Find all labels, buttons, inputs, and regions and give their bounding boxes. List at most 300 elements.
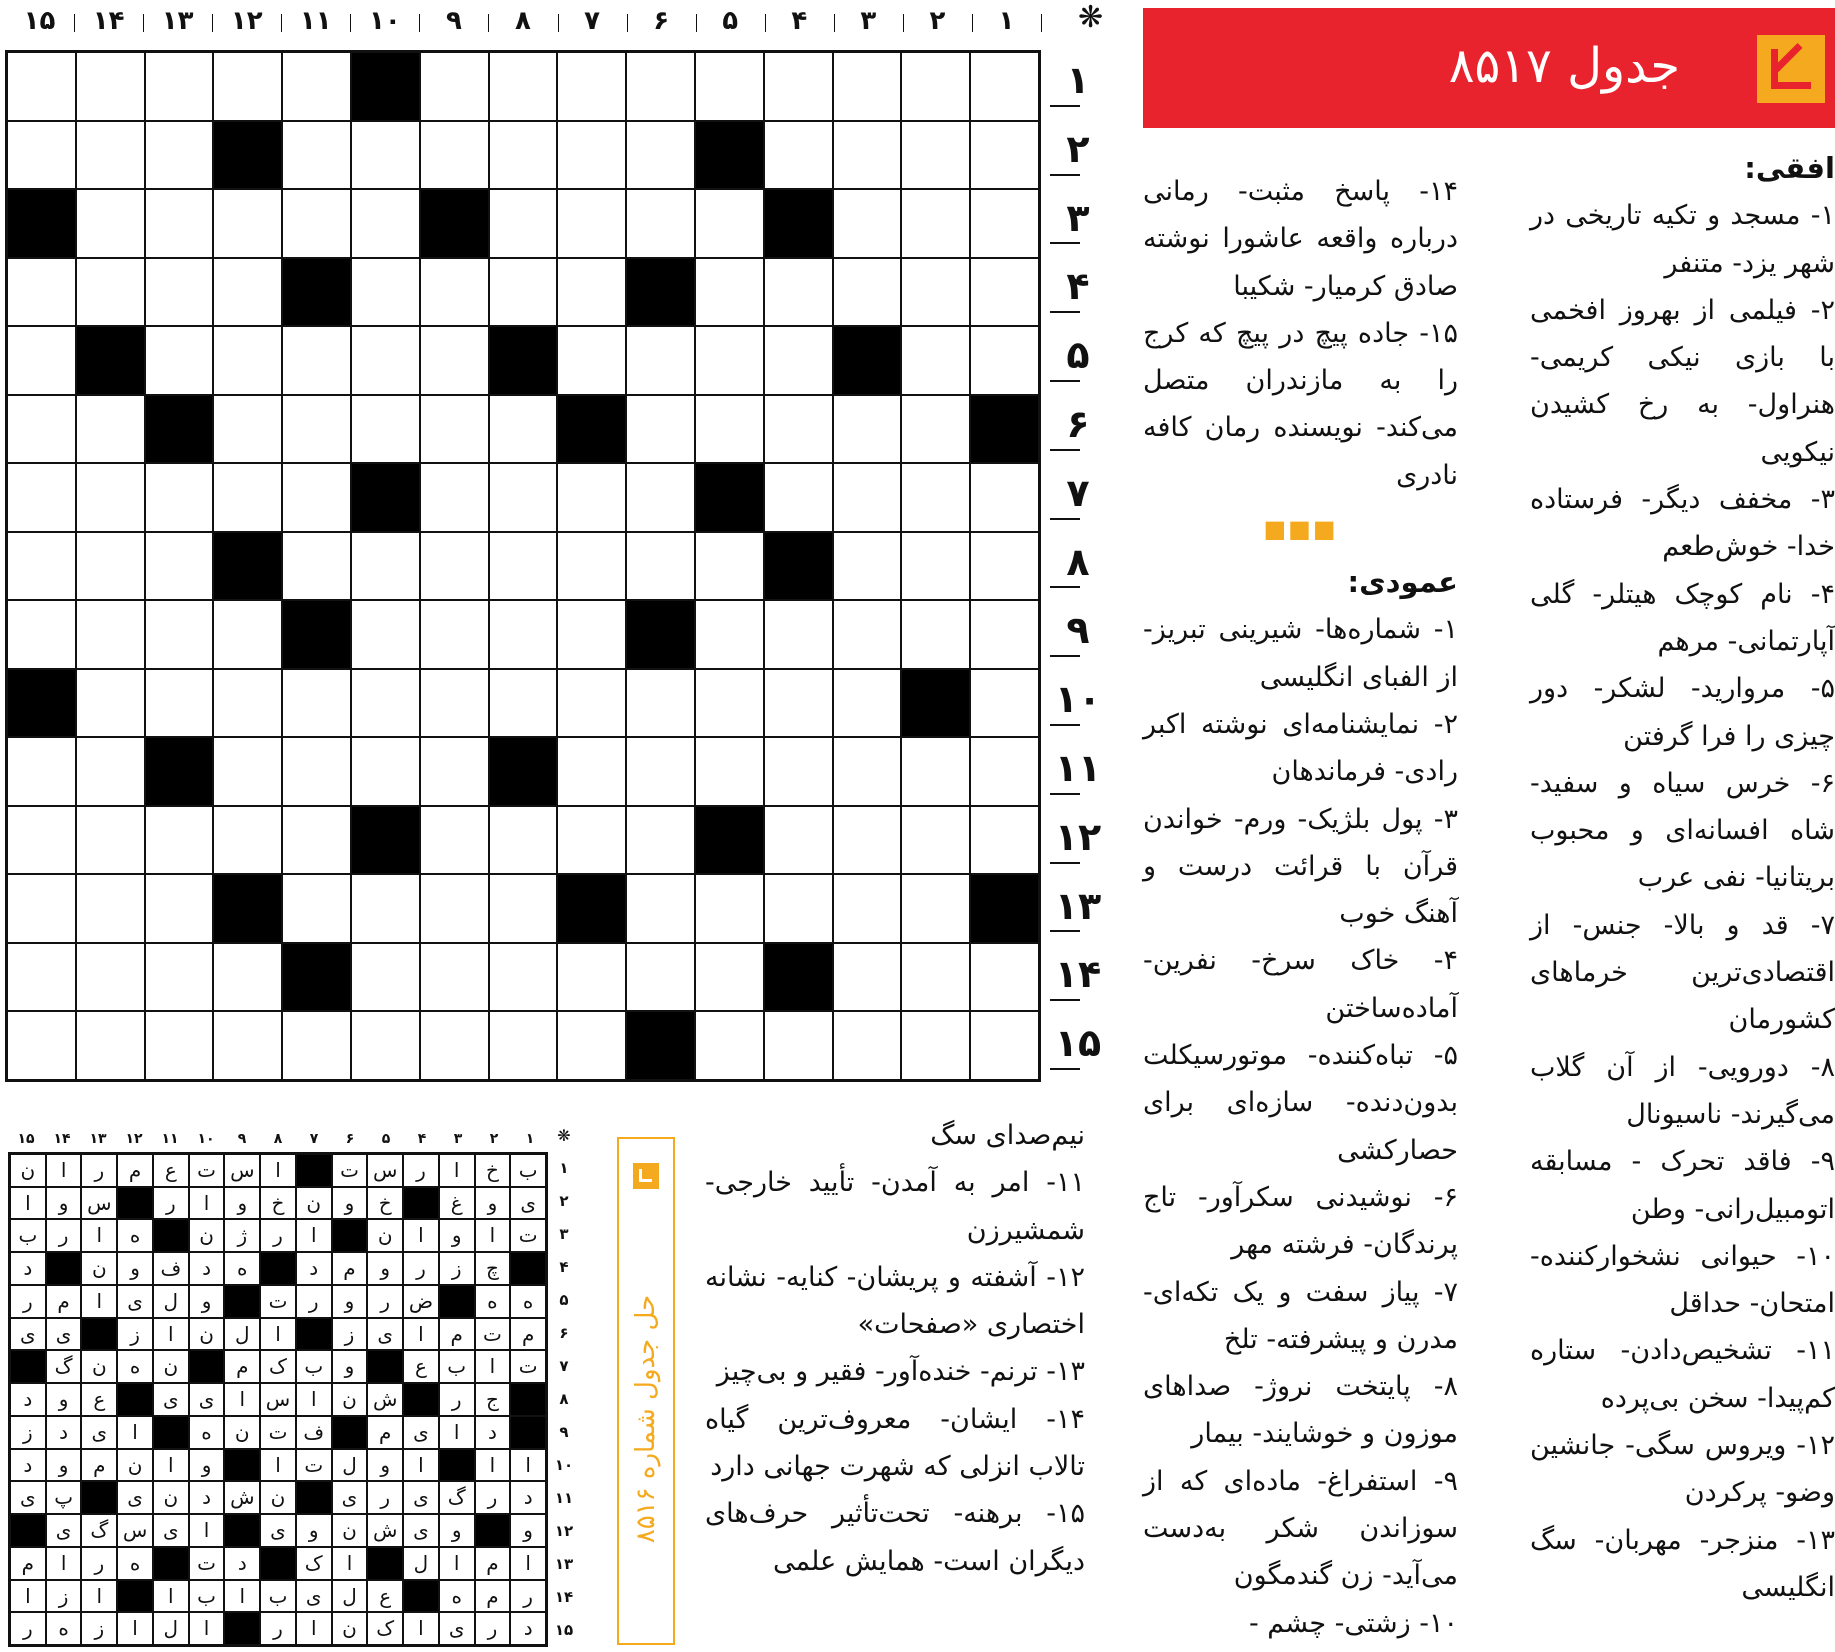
grid-cell[interactable] xyxy=(213,600,282,669)
grid-cell[interactable] xyxy=(213,395,282,464)
grid-cell[interactable] xyxy=(7,532,76,601)
grid-cell[interactable] xyxy=(557,806,626,875)
grid-cell[interactable] xyxy=(145,600,214,669)
solution-cell: ت xyxy=(260,1416,296,1449)
crossword-grid[interactable] xyxy=(5,50,1041,1082)
grid-cell[interactable] xyxy=(626,669,695,738)
solution-cell: ا xyxy=(81,1219,117,1252)
grid-cell[interactable] xyxy=(901,121,970,190)
grid-cell[interactable] xyxy=(213,463,282,532)
clues-column-1 xyxy=(1530,145,1835,1611)
grid-cell[interactable] xyxy=(351,258,420,327)
grid-cell[interactable] xyxy=(489,874,558,943)
grid-cell[interactable] xyxy=(764,395,833,464)
solution-cell: ل xyxy=(332,1580,368,1613)
grid-cell[interactable] xyxy=(557,532,626,601)
solution-corner-star: ❋ xyxy=(557,1126,571,1145)
grid-cell[interactable] xyxy=(970,326,1039,395)
grid-cell[interactable] xyxy=(7,52,76,121)
clues-column-2 xyxy=(1143,168,1458,1647)
solution-cell: ا xyxy=(439,1547,475,1580)
grid-cell[interactable] xyxy=(833,737,902,806)
solution-column-number: ۷ xyxy=(309,1131,319,1147)
solution-cell: ت xyxy=(189,1547,225,1580)
grid-cell[interactable] xyxy=(489,52,558,121)
clue-text: ۱۱- امر به آمدن- تأیید خارجی- شمشیرزن xyxy=(705,1167,1085,1246)
grid-cell[interactable] xyxy=(695,874,764,943)
grid-cell[interactable] xyxy=(145,463,214,532)
grid-cell[interactable] xyxy=(970,943,1039,1012)
clue-text: ۱۰- حیوانی نشخوارکننده- امتحان- حداقل xyxy=(1530,1240,1835,1320)
clue-text: ۱۳- منزجر- مهربان- سگ انگلیسی xyxy=(1530,1524,1835,1603)
solution-cell: م xyxy=(46,1285,82,1318)
clue-heading: عمودی: xyxy=(1347,565,1458,600)
grid-cell[interactable] xyxy=(626,121,695,190)
grid-cell[interactable] xyxy=(489,395,558,464)
solution-cell: و xyxy=(296,1514,332,1547)
puzzle-title: جدول ۸۵۱۷ xyxy=(1448,38,1680,94)
grid-cell[interactable] xyxy=(145,532,214,601)
grid-cell[interactable] xyxy=(901,52,970,121)
grid-cell[interactable] xyxy=(351,1011,420,1080)
row-number: ۶ xyxy=(1066,402,1090,446)
grid-cell[interactable] xyxy=(901,326,970,395)
solution-cell: ر xyxy=(475,1612,511,1645)
solution-cell: ر xyxy=(10,1285,46,1318)
grid-cell[interactable] xyxy=(626,189,695,258)
solution-cell: ر xyxy=(439,1383,475,1416)
column-number: ۲ xyxy=(929,6,946,36)
grid-cell[interactable] xyxy=(970,189,1039,258)
grid-cell[interactable] xyxy=(695,737,764,806)
solution-cell: ز xyxy=(117,1318,153,1351)
solution-cell: ر xyxy=(81,1154,117,1187)
grid-cell[interactable] xyxy=(76,600,145,669)
solution-cell: ن xyxy=(224,1416,260,1449)
solution-cell: ی xyxy=(117,1481,153,1514)
solution-row-number: ۴ xyxy=(559,1258,569,1276)
grid-cell[interactable] xyxy=(76,943,145,1012)
grid-cell[interactable] xyxy=(282,52,351,121)
grid-cell[interactable] xyxy=(420,532,489,601)
solution-tab xyxy=(617,1137,675,1645)
grid-cell[interactable] xyxy=(557,189,626,258)
grid-cell[interactable] xyxy=(7,463,76,532)
solution-cell: ا xyxy=(260,1318,296,1351)
grid-cell[interactable] xyxy=(282,806,351,875)
grid-cell[interactable] xyxy=(489,669,558,738)
grid-cell[interactable] xyxy=(213,737,282,806)
solution-cell: ا xyxy=(153,1449,189,1482)
grid-cell[interactable] xyxy=(351,395,420,464)
grid-cell[interactable] xyxy=(695,532,764,601)
grid-cell[interactable] xyxy=(7,1011,76,1080)
grid-cell[interactable] xyxy=(901,874,970,943)
solution-cell: ه xyxy=(117,1350,153,1383)
solution-column-number: ۱۰ xyxy=(197,1131,215,1147)
solution-cell: ا xyxy=(224,1580,260,1613)
grid-cell[interactable] xyxy=(833,532,902,601)
solution-cell: ی xyxy=(510,1187,546,1220)
black-cell xyxy=(764,189,833,258)
grid-cell[interactable] xyxy=(213,943,282,1012)
solution-black-cell xyxy=(81,1481,117,1514)
grid-cell[interactable] xyxy=(764,737,833,806)
grid-cell[interactable] xyxy=(489,463,558,532)
grid-cell[interactable] xyxy=(833,395,902,464)
solution-cell: و xyxy=(189,1449,225,1482)
grid-cell[interactable] xyxy=(351,326,420,395)
black-cell xyxy=(282,600,351,669)
grid-cell[interactable] xyxy=(970,669,1039,738)
row-number: ۱ xyxy=(1066,58,1090,102)
grid-cell[interactable] xyxy=(557,52,626,121)
grid-cell[interactable] xyxy=(764,1011,833,1080)
solution-cell: ا xyxy=(46,1547,82,1580)
black-cell xyxy=(145,737,214,806)
grid-cell[interactable] xyxy=(351,874,420,943)
grid-cell[interactable] xyxy=(420,737,489,806)
grid-cell[interactable] xyxy=(7,258,76,327)
grid-cell[interactable] xyxy=(764,121,833,190)
grid-cell[interactable] xyxy=(557,258,626,327)
solution-cell: ز xyxy=(46,1580,82,1613)
grid-cell[interactable] xyxy=(7,737,76,806)
solution-cell: ا xyxy=(510,1547,546,1580)
grid-cell[interactable] xyxy=(282,326,351,395)
grid-cell[interactable] xyxy=(695,395,764,464)
grid-cell[interactable] xyxy=(351,600,420,669)
grid-cell[interactable] xyxy=(7,874,76,943)
solution-cell: ا xyxy=(117,1416,153,1449)
grid-cell[interactable] xyxy=(626,874,695,943)
grid-cell[interactable] xyxy=(764,326,833,395)
grid-cell[interactable] xyxy=(695,189,764,258)
grid-cell[interactable] xyxy=(695,669,764,738)
solution-cell: ش xyxy=(224,1481,260,1514)
solution-cell: ی xyxy=(46,1318,82,1351)
grid-cell[interactable] xyxy=(833,121,902,190)
grid-cell[interactable] xyxy=(626,326,695,395)
grid-cell[interactable] xyxy=(145,121,214,190)
grid-cell[interactable] xyxy=(970,258,1039,327)
grid-cell[interactable] xyxy=(282,737,351,806)
solution-cell: ا xyxy=(260,1154,296,1187)
grid-cell[interactable] xyxy=(76,532,145,601)
grid-cell[interactable] xyxy=(213,189,282,258)
black-cell xyxy=(489,737,558,806)
grid-cell[interactable] xyxy=(626,52,695,121)
grid-cell[interactable] xyxy=(901,806,970,875)
grid-cell[interactable] xyxy=(7,326,76,395)
grid-cell[interactable] xyxy=(282,532,351,601)
grid-cell[interactable] xyxy=(420,1011,489,1080)
grid-cell[interactable] xyxy=(626,532,695,601)
solution-cell: ا xyxy=(475,1219,511,1252)
grid-cell[interactable] xyxy=(489,600,558,669)
grid-cell[interactable] xyxy=(901,463,970,532)
grid-cell[interactable] xyxy=(489,1011,558,1080)
solution-cell: ا xyxy=(153,1318,189,1351)
grid-cell[interactable] xyxy=(695,52,764,121)
grid-cell[interactable] xyxy=(76,806,145,875)
grid-cell[interactable] xyxy=(76,669,145,738)
grid-cell[interactable] xyxy=(489,532,558,601)
column-number: ۵ xyxy=(722,6,739,36)
row-number: ۱۱ xyxy=(1054,746,1102,790)
column-number: ۱۴ xyxy=(92,6,125,36)
grid-cell[interactable] xyxy=(626,943,695,1012)
grid-cell[interactable] xyxy=(557,669,626,738)
grid-cell[interactable] xyxy=(282,121,351,190)
grid-cell[interactable] xyxy=(970,737,1039,806)
grid-cell[interactable] xyxy=(970,463,1039,532)
solution-black-cell xyxy=(332,1416,368,1449)
grid-cell[interactable] xyxy=(7,943,76,1012)
grid-cell[interactable] xyxy=(695,600,764,669)
grid-cell[interactable] xyxy=(557,121,626,190)
grid-cell[interactable] xyxy=(764,806,833,875)
grid-cell[interactable] xyxy=(833,1011,902,1080)
grid-cell[interactable] xyxy=(901,737,970,806)
black-cell xyxy=(557,395,626,464)
grid-cell[interactable] xyxy=(282,463,351,532)
clues-column-3 xyxy=(705,1112,1085,1585)
grid-cell[interactable] xyxy=(833,52,902,121)
grid-cell[interactable] xyxy=(489,189,558,258)
grid-cell[interactable] xyxy=(213,326,282,395)
grid-cell[interactable] xyxy=(76,189,145,258)
grid-cell[interactable] xyxy=(489,258,558,327)
solution-row-number: ۸ xyxy=(559,1390,569,1408)
solution-column-number: ۱۳ xyxy=(89,1131,107,1147)
grid-cell[interactable] xyxy=(970,806,1039,875)
grid-cell[interactable] xyxy=(420,669,489,738)
grid-cell[interactable] xyxy=(213,258,282,327)
grid-cell[interactable] xyxy=(76,463,145,532)
grid-cell[interactable] xyxy=(145,189,214,258)
grid-cell[interactable] xyxy=(626,737,695,806)
grid-cell[interactable] xyxy=(626,806,695,875)
grid-cell[interactable] xyxy=(695,326,764,395)
solution-cell: ی xyxy=(403,1416,439,1449)
grid-cell[interactable] xyxy=(626,395,695,464)
grid-cell[interactable] xyxy=(282,395,351,464)
grid-cell[interactable] xyxy=(76,52,145,121)
black-cell xyxy=(557,874,626,943)
grid-cell[interactable] xyxy=(420,52,489,121)
grid-cell[interactable] xyxy=(351,669,420,738)
grid-cell[interactable] xyxy=(351,121,420,190)
solution-cell: م xyxy=(475,1580,511,1613)
grid-cell[interactable] xyxy=(970,121,1039,190)
grid-cell[interactable] xyxy=(420,600,489,669)
grid-cell[interactable] xyxy=(833,258,902,327)
grid-cell[interactable] xyxy=(557,326,626,395)
grid-cell[interactable] xyxy=(145,806,214,875)
grid-cell[interactable] xyxy=(213,669,282,738)
grid-cell[interactable] xyxy=(420,121,489,190)
grid-cell[interactable] xyxy=(764,669,833,738)
grid-cell[interactable] xyxy=(7,121,76,190)
solution-cell: ر xyxy=(403,1252,439,1285)
black-cell xyxy=(7,669,76,738)
clue-text: ۸- پایتخت نروژ- صداهای موزون و خوشایند- بیمار xyxy=(1143,1371,1458,1450)
grid-cell[interactable] xyxy=(282,189,351,258)
solution-cell: ی xyxy=(153,1514,189,1547)
solution-column-number: ۱ xyxy=(525,1131,535,1147)
solution-cell: خ xyxy=(367,1187,403,1220)
black-cell xyxy=(351,806,420,875)
grid-cell[interactable] xyxy=(970,532,1039,601)
solution-cell: ی xyxy=(332,1481,368,1514)
grid-cell[interactable] xyxy=(489,943,558,1012)
solution-grid xyxy=(8,1152,548,1647)
grid-cell[interactable] xyxy=(76,1011,145,1080)
solution-cell: م xyxy=(367,1416,403,1449)
grid-cell[interactable] xyxy=(970,600,1039,669)
solution-black-cell xyxy=(296,1318,332,1351)
black-cell xyxy=(76,326,145,395)
grid-cell[interactable] xyxy=(833,189,902,258)
grid-cell[interactable] xyxy=(282,669,351,738)
grid-cell[interactable] xyxy=(145,669,214,738)
black-cell xyxy=(489,326,558,395)
grid-cell[interactable] xyxy=(145,326,214,395)
corner-star: ❋ xyxy=(1078,0,1104,35)
grid-cell[interactable] xyxy=(489,806,558,875)
grid-cell[interactable] xyxy=(557,1011,626,1080)
grid-cell[interactable] xyxy=(764,258,833,327)
grid-cell[interactable] xyxy=(420,943,489,1012)
solution-cell: ر xyxy=(260,1612,296,1645)
grid-cell[interactable] xyxy=(351,189,420,258)
grid-cell[interactable] xyxy=(764,463,833,532)
grid-cell[interactable] xyxy=(901,395,970,464)
grid-cell[interactable] xyxy=(833,463,902,532)
grid-cell[interactable] xyxy=(351,737,420,806)
grid-cell[interactable] xyxy=(76,121,145,190)
clue-text: ۱- مسجد و تکیه تاریخی در شهر یزد- متنفر xyxy=(1530,200,1835,279)
grid-cell[interactable] xyxy=(489,121,558,190)
black-cell xyxy=(7,189,76,258)
grid-cell[interactable] xyxy=(420,874,489,943)
grid-cell[interactable] xyxy=(145,874,214,943)
grid-cell[interactable] xyxy=(351,943,420,1012)
solution-cell: ب xyxy=(10,1219,46,1252)
solution-black-cell xyxy=(475,1514,511,1547)
grid-cell[interactable] xyxy=(145,258,214,327)
grid-cell[interactable] xyxy=(420,463,489,532)
solution-cell: ن xyxy=(153,1350,189,1383)
clue-text: ۱۳- ترنم- خنده‌آور- فقیر و بی‌چیز xyxy=(716,1356,1085,1388)
grid-cell[interactable] xyxy=(557,600,626,669)
grid-cell[interactable] xyxy=(145,52,214,121)
solution-black-cell xyxy=(296,1481,332,1514)
solution-cell: ی xyxy=(260,1514,296,1547)
grid-cell[interactable] xyxy=(213,52,282,121)
grid-cell[interactable] xyxy=(695,943,764,1012)
grid-cell[interactable] xyxy=(695,258,764,327)
solution-column-number: ۳ xyxy=(453,1131,463,1147)
solution-cell: ی xyxy=(367,1318,403,1351)
grid-cell[interactable] xyxy=(351,532,420,601)
grid-cell[interactable] xyxy=(901,943,970,1012)
solution-black-cell xyxy=(367,1547,403,1580)
grid-cell[interactable] xyxy=(7,395,76,464)
grid-cell[interactable] xyxy=(901,532,970,601)
grid-cell[interactable] xyxy=(76,258,145,327)
grid-cell[interactable] xyxy=(833,874,902,943)
solution-cell: و xyxy=(46,1187,82,1220)
grid-cell[interactable] xyxy=(7,600,76,669)
grid-cell[interactable] xyxy=(833,669,902,738)
solution-row-number: ۷ xyxy=(559,1357,569,1375)
grid-cell[interactable] xyxy=(695,1011,764,1080)
grid-cell[interactable] xyxy=(282,874,351,943)
grid-cell[interactable] xyxy=(764,52,833,121)
grid-cell[interactable] xyxy=(145,943,214,1012)
solution-black-cell xyxy=(117,1187,153,1220)
clue-text: ۱۰- زشتی- چشم - xyxy=(1248,1607,1458,1639)
solution-cell: ه xyxy=(117,1547,153,1580)
solution-black-cell xyxy=(296,1154,332,1187)
grid-cell[interactable] xyxy=(901,1011,970,1080)
solution-cell: ض xyxy=(403,1285,439,1318)
solution-cell: د xyxy=(10,1449,46,1482)
grid-cell[interactable] xyxy=(76,395,145,464)
grid-cell[interactable] xyxy=(970,52,1039,121)
grid-cell[interactable] xyxy=(420,258,489,327)
grid-cell[interactable] xyxy=(764,874,833,943)
grid-cell[interactable] xyxy=(970,1011,1039,1080)
grid-cell[interactable] xyxy=(420,806,489,875)
solution-cell: م xyxy=(117,1154,153,1187)
grid-cell[interactable] xyxy=(213,1011,282,1080)
clue-text: ۵- تباه‌کننده- موتورسیکلت بدون‌دنده- سازه‌ای برای حصارکشی xyxy=(1143,1040,1458,1166)
grid-cell[interactable] xyxy=(833,943,902,1012)
grid-cell[interactable] xyxy=(901,600,970,669)
grid-cell[interactable] xyxy=(420,326,489,395)
row-number: ۸ xyxy=(1066,539,1090,584)
black-cell xyxy=(351,52,420,121)
black-cell xyxy=(420,189,489,258)
grid-cell[interactable] xyxy=(213,806,282,875)
solution-cell: ی xyxy=(10,1481,46,1514)
grid-cell[interactable] xyxy=(145,1011,214,1080)
solution-cell: ت xyxy=(189,1154,225,1187)
grid-cell[interactable] xyxy=(76,874,145,943)
grid-cell[interactable] xyxy=(557,943,626,1012)
grid-cell[interactable] xyxy=(7,806,76,875)
grid-cell[interactable] xyxy=(420,395,489,464)
grid-cell[interactable] xyxy=(626,463,695,532)
black-cell xyxy=(695,806,764,875)
grid-cell[interactable] xyxy=(282,1011,351,1080)
solution-cell: ه xyxy=(46,1612,82,1645)
grid-cell[interactable] xyxy=(901,189,970,258)
grid-cell[interactable] xyxy=(764,600,833,669)
solution-black-cell xyxy=(403,1580,439,1613)
solution-black-cell xyxy=(153,1547,189,1580)
grid-cell[interactable] xyxy=(833,600,902,669)
grid-cell[interactable] xyxy=(557,463,626,532)
solution-cell: ب xyxy=(189,1580,225,1613)
grid-cell[interactable] xyxy=(833,806,902,875)
grid-cell[interactable] xyxy=(76,737,145,806)
grid-cell[interactable] xyxy=(901,258,970,327)
grid-cell[interactable] xyxy=(557,737,626,806)
